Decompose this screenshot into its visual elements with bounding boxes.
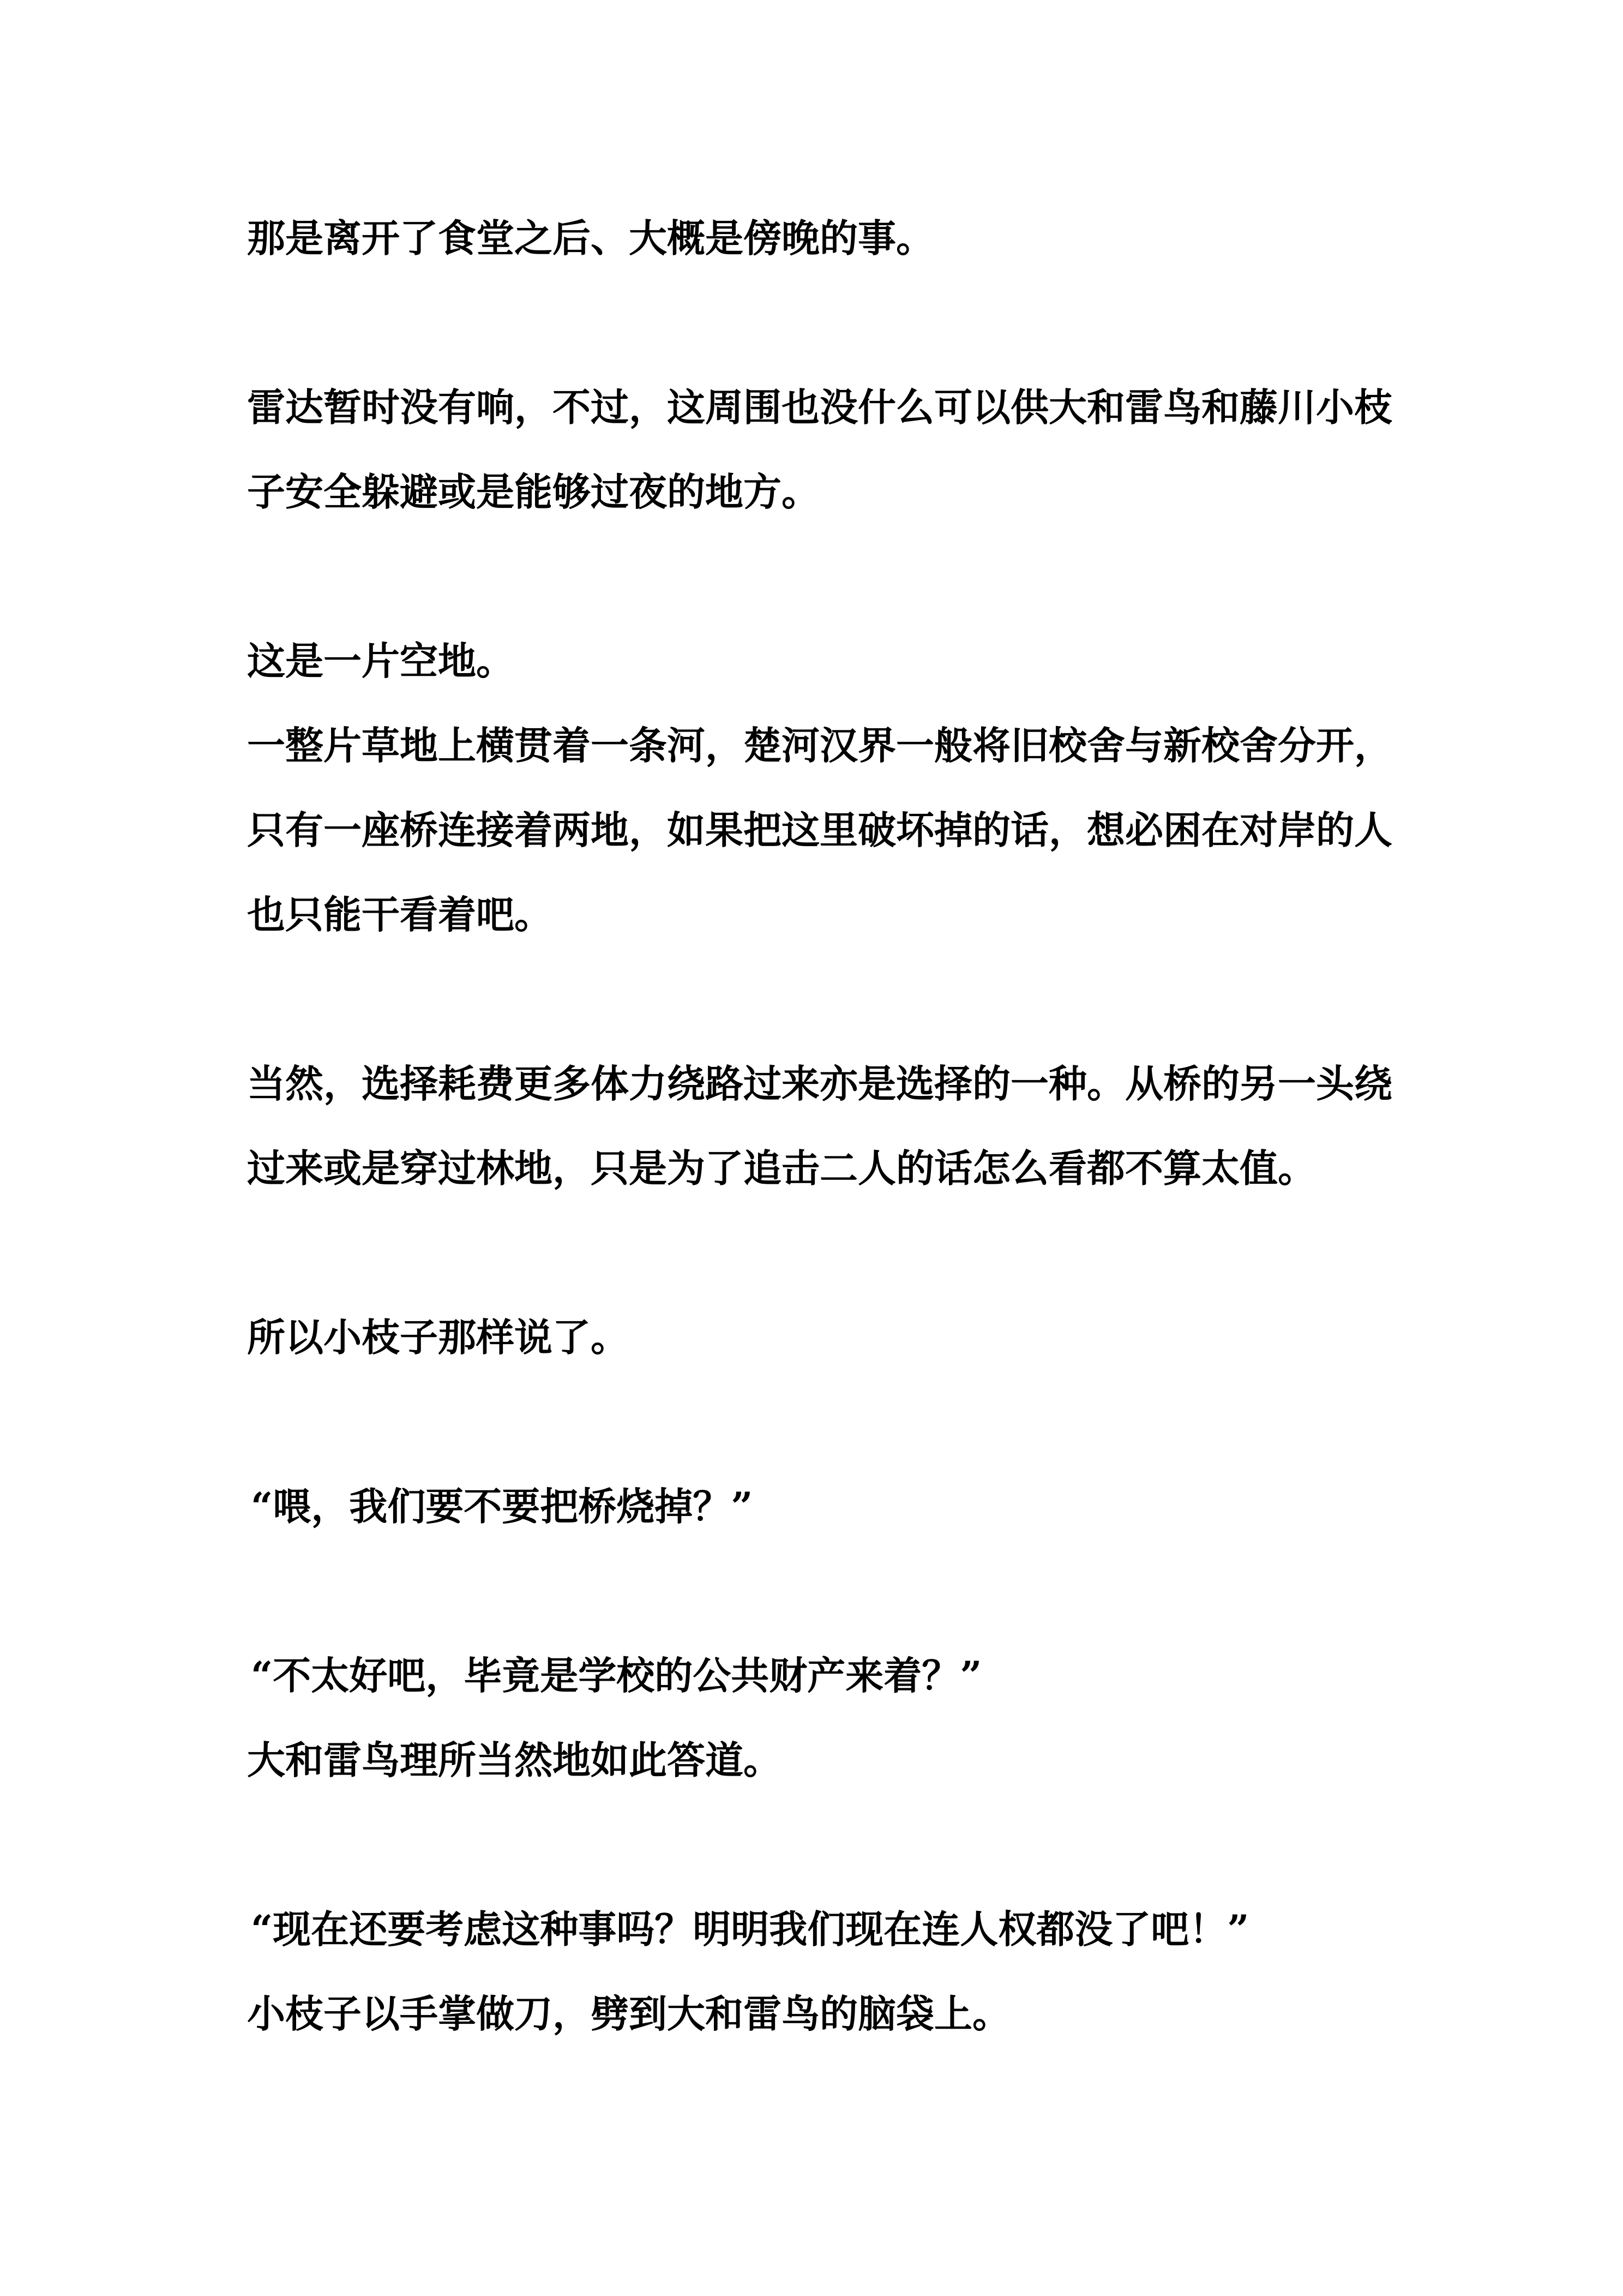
- paragraph-line: 这是一片空地。: [247, 638, 514, 684]
- dialogue-line: “喂，我们要不要把桥烧掉？”: [251, 1484, 753, 1529]
- dialogue-line: “不太好吧，毕竟是学校的公共财产来着？”: [251, 1653, 982, 1698]
- dialogue-line: “现在还要考虑这种事吗？明明我们现在连人权都没了吧！”: [251, 1907, 1249, 1952]
- paragraph-line: 所以小枝子那样说了。: [247, 1315, 629, 1360]
- paragraph-line: 大和雷鸟理所当然地如此答道。: [247, 1737, 782, 1783]
- paragraph-line: 小枝子以手掌做刀，劈到大和雷鸟的脑袋上。: [247, 1991, 1011, 2036]
- paragraph-line: 过来或是穿过林地，只是为了追击二人的话怎么看都不算太值。: [247, 1146, 1316, 1191]
- paragraph-line: 子安全躲避或是能够过夜的地方。: [247, 469, 820, 514]
- paragraph-line: 只有一座桥连接着两地，如果把这里破坏掉的话，想必困在对岸的人: [247, 807, 1392, 853]
- paragraph-line: 那是离开了食堂之后、大概是傍晚的事。: [247, 215, 934, 261]
- paragraph-line: 当然，选择耗费更多体力绕路过来亦是选择的一种。从桥的另一头绕: [247, 1061, 1392, 1106]
- paragraph-line: 雷达暂时没有响，不过，这周围也没什么可以供大和雷鸟和藤川小枝: [247, 385, 1392, 430]
- paragraph-line: 也只能干看着吧。: [247, 892, 552, 937]
- paragraph-line: 一整片草地上横贯着一条河，楚河汉界一般将旧校舍与新校舍分开，: [247, 723, 1392, 768]
